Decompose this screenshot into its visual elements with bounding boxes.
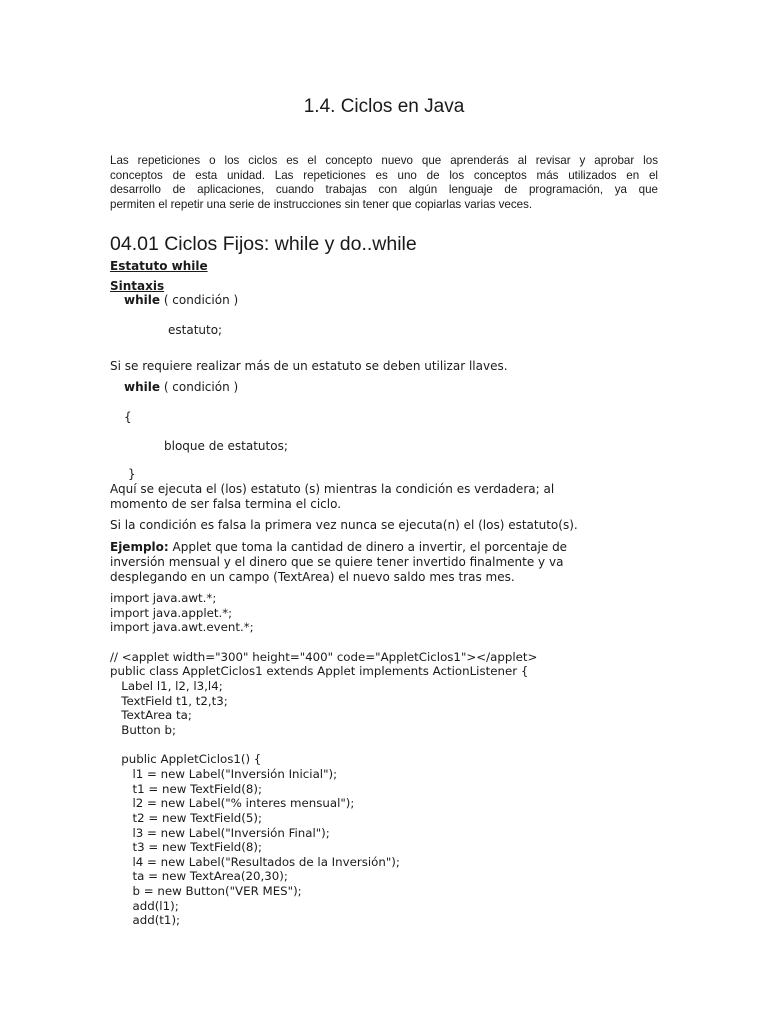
code-line: add(l1); [110,898,179,913]
example-text: Applet que toma la cantidad de dinero a invertir, el porcentaje de [168,540,568,554]
code-line: t2 = new TextField(5); [110,810,262,825]
estatuto-heading: Estatuto while [110,259,208,273]
open-brace: { [124,410,132,424]
intro-line: conceptos de esta unidad. Las repeticiones es uno de los conceptos más utilizados en el [110,168,658,182]
intro-line: desarrollo de aplicaciones, cuando trabajas con algún lenguaje de programación, ya que [110,183,658,196]
code-line: l1 = new Label("Inversión Inicial"); [110,766,338,781]
false-condition-text: Si la condición es falsa la primera vez nunca se ejecuta(n) el (los) estatuto(s). [110,518,578,532]
code-line: // <applet width="300" height="400" code="AppletCiclos1"></applet> [110,649,538,664]
syntax1-while-line [124,293,238,308]
while-keyword: while [124,380,160,394]
code-line: import java.awt.*; [110,591,217,605]
code-line [110,738,537,753]
explain-line: momento de ser falsa termina el ciclo. [110,497,342,511]
sintaxis-heading: Sintaxis [110,279,165,293]
close-brace: } [128,467,136,481]
code-line: public class AppletCiclos1 extends Applet implements ActionListener { [110,664,529,679]
code-line [110,635,537,650]
page-title: 1.4. Ciclos en Java [303,96,465,117]
intro-line: permiten el repetir una serie de instrucciones sin tener que copiarlas varias veces. [110,197,533,211]
code-line: t3 = new TextField(8); [110,840,262,855]
example-line: inversión mensual y el dinero que se quiere tener invertido finalmente y va [110,555,564,569]
code-line: add(t1); [110,913,181,928]
code-line: l4 = new Label("Resultados de la Inversión"); [110,854,400,869]
code-line: import java.applet.*; [110,605,233,620]
code-block [110,591,537,928]
intro-line: Las repeticiones o los ciclos es el concepto nuevo que aprenderás al revisar y aprobar los [110,154,658,167]
example-line [110,540,567,555]
example-label: Ejemplo: [110,540,169,554]
code-line: b = new Button("VER MES"); [110,884,302,899]
code-line: Button b; [110,722,176,737]
while-keyword: while [124,293,160,307]
code-line: ta = new TextArea(20,30); [110,869,288,884]
syntax2-while-line [124,380,238,395]
syntax1-statement: estatuto; [168,323,223,337]
code-line: l3 = new Label("Inversión Final"); [110,825,330,840]
example-line: desplegando en un campo (TextArea) el nuevo saldo mes tras mes. [110,570,515,584]
block-statements: bloque de estatutos; [164,439,288,453]
intro-paragraph [110,154,658,212]
code-line: import java.awt.event.*; [110,620,254,635]
code-line: public AppletCiclos1() { [110,752,262,767]
code-line: Label l1, l2, l3,l4; [110,678,223,693]
condition-text: ( condición ) [160,380,239,394]
code-line: TextField t1, t2,t3; [110,693,228,708]
code-line: TextArea ta; [110,708,192,723]
code-line: l2 = new Label("% interes mensual"); [110,796,355,811]
explain-line: Aquí se ejecuta el (los) estatuto (s) mientras la condición es verdadera; al [110,482,555,496]
condition-text: ( condición ) [160,293,239,307]
llaves-text: Si se requiere realizar más de un estatuto se deben utilizar llaves. [110,359,508,373]
section-heading: 04.01 Ciclos Fijos: while y do..while [110,233,417,255]
code-line: t1 = new TextField(8); [110,781,262,796]
